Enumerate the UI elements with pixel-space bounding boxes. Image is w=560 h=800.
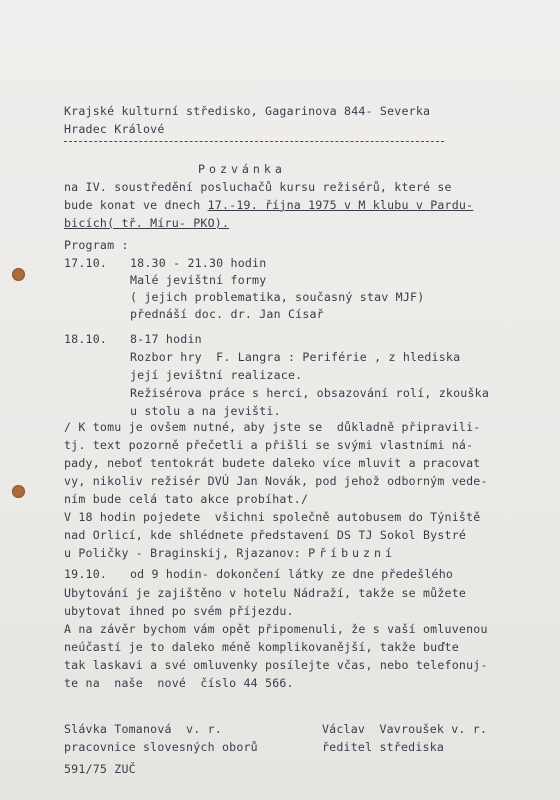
intro-line-2: bude konat ve dnech 17.-19. října 1975 v M klubu v Pardu- xyxy=(64,198,474,212)
day2-date: 18.10. xyxy=(64,332,108,346)
accommodation-line: neúčastí je to daleko méně komplikovanější, takže buďte xyxy=(64,640,459,654)
intro-line-1: na IV. soustředění posluchačů kursu režisérů, které se xyxy=(64,180,452,194)
program-label: Program : xyxy=(64,238,129,252)
play-title: Příbuzní xyxy=(308,546,396,560)
day2-time: 8-17 hodin xyxy=(130,332,202,346)
right-signature-name: Václav Vavroušek v. r. xyxy=(322,722,488,736)
reference-number: 591/75 ZUČ xyxy=(64,762,136,776)
note-line: pady, neboť tentokrát budete daleko více mluvit a pracovat xyxy=(64,456,481,470)
note-line: vy, nikoliv režisér DVÚ Jan Novák, pod jehož odborným vede- xyxy=(64,474,488,488)
accommodation-line: tak laskavi a své omluvenky posílejte včas, nebo telefonuj- xyxy=(64,658,488,672)
day1-line-3: přednáší doc. dr. Jan Císař xyxy=(130,307,324,321)
punch-hole xyxy=(12,485,25,498)
accommodation-line: te na naše nové číslo 44 566. xyxy=(64,676,294,690)
day2-line-1: Rozbor hry F. Langra : Periférie , z hlediska xyxy=(130,350,461,364)
header-org-line: Krajské kulturní středisko, Gagarinova 844- Severka xyxy=(64,104,431,118)
separator-line xyxy=(64,141,444,142)
header-city-line: Hradec Králové xyxy=(64,122,165,136)
note-line: tj. text pozorně přečetli a přišli se svými vlastními ná- xyxy=(64,438,474,452)
note-line: nad Orlicí, kde shlédnete představení DS TJ Sokol Bystré xyxy=(64,528,467,542)
left-signature-name: Slávka Tomanová v. r. xyxy=(64,722,222,736)
right-signature-role: ředitel střediska xyxy=(322,740,445,754)
left-signature-role: pracovnice slovesných oborů xyxy=(64,740,258,754)
day2-line-2: její jevištní realizace. xyxy=(130,368,303,382)
intro-line-3: bicích( tř. Míru- PKO). xyxy=(64,216,230,230)
day2-line-3: Režisérova práce s herci, obsazování rolí, zkouška xyxy=(130,386,490,400)
day1-line-2: ( jejich problematika, současný stav MJF) xyxy=(130,290,425,304)
document-title: Pozvánka xyxy=(198,162,286,176)
day1-date: 17.10. xyxy=(64,256,108,270)
accommodation-line: Ubytování je zajištěno v hotelu Nádraží, takže se můžete xyxy=(64,586,467,600)
day3-text: od 9 hodin- dokončení látky ze dne předešlého xyxy=(130,567,454,581)
note-line: ním bude celá tato akce probíhat./ xyxy=(64,492,309,506)
day1-time: 18.30 - 21.30 hodin xyxy=(130,256,267,270)
accommodation-line: ubytovat ihned po svém příjezdu. xyxy=(64,604,294,618)
note-line: / K tomu je ovšem nutné, aby jste se důkladně připravili- xyxy=(64,420,481,434)
day1-line-1: Malé jevištní formy xyxy=(130,273,267,287)
day2-line-4: u stolu a na jevišti. xyxy=(130,404,281,418)
day3-date: 19.10. xyxy=(64,567,108,581)
note-line: V 18 hodin pojedete všichni společně autobusem do Týniště xyxy=(64,510,481,524)
accommodation-line: A na závěr bychom vám opět připomenuli, že s vaší omluvenou xyxy=(64,622,488,636)
punch-hole xyxy=(12,268,25,281)
note-line: u Poličky - Braginskij, Rjazanov: Příbuzní xyxy=(64,546,396,560)
